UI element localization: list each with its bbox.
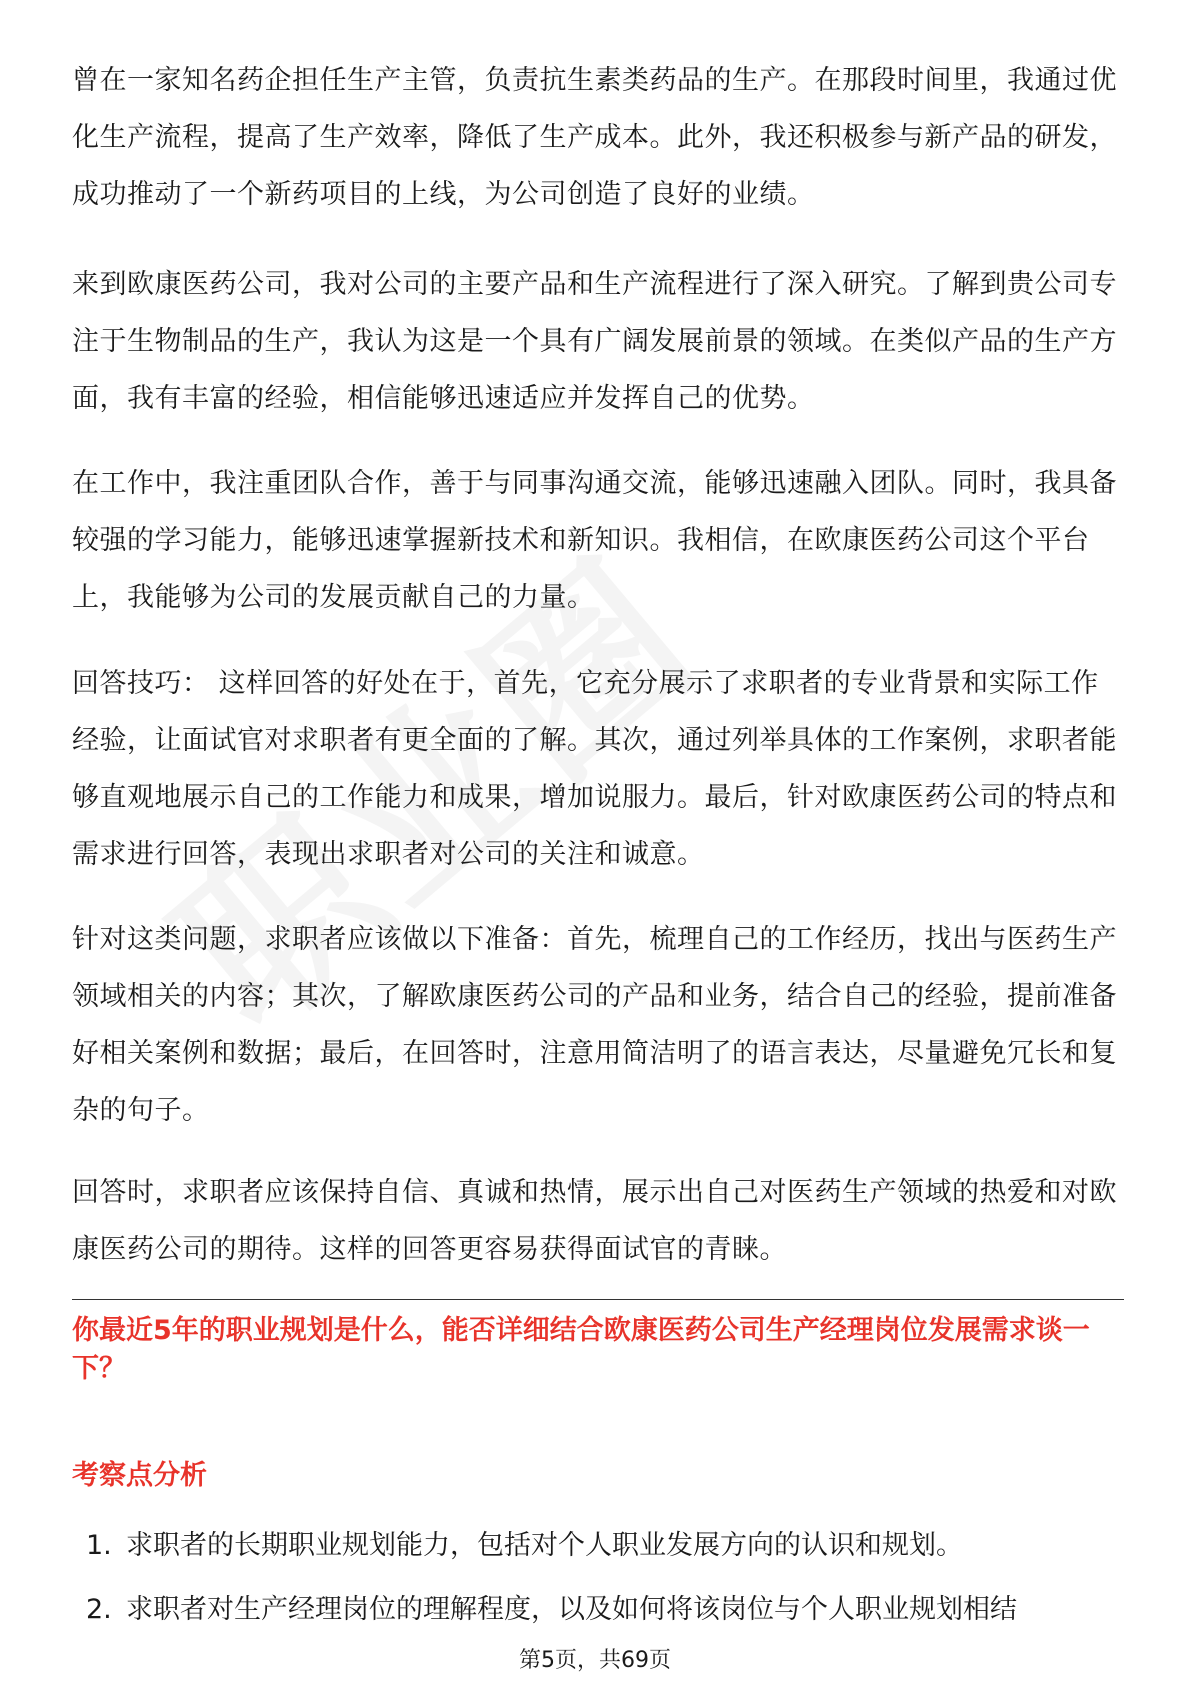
- section-divider: [72, 1299, 1124, 1300]
- page-number-footer: 第5页，共69页: [519, 1648, 671, 1673]
- list-item-number: 2.: [86, 1594, 112, 1625]
- preparation-paragraph: 针对这类问题，求职者应该做以下准备：首先，梳理自己的工作经历，找出与医药生产领域相关的内容；其次，了解欧康医药公司的产品和业务，结合自己的经验，提前准备好相关案例和数据；最后，在回答时，注意用简洁明了的语言表达，尽量避免冗长和复杂的句子。: [72, 924, 1117, 1126]
- answer-paragraph-3: 在工作中，我注重团队合作，善于与同事沟通交流，能够迅速融入团队。同时，我具备较强的学习能力，能够迅速掌握新技术和新知识。我相信，在欧康医药公司这个平台上，我能够为公司的发展贡献自己的力量。: [72, 468, 1117, 613]
- list-item-number: 1.: [86, 1530, 112, 1561]
- answer-paragraph-2: 来到欧康医药公司，我对公司的主要产品和生产流程进行了深入研究。了解到贵公司专注于生物制品的生产，我认为这是一个具有广阔发展前景的领域。在类似产品的生产方面，我有丰富的经验，相信能够迅速适应并发挥自己的优势。: [72, 269, 1117, 414]
- closing-paragraph: 回答时，求职者应该保持自信、真诚和热情，展示出自己对医药生产领域的热爱和对欧康医药公司的期待。这样的回答更容易获得面试官的青睐。: [72, 1177, 1117, 1265]
- interview-question: 你最近5年的职业规划是什么，能否详细结合欧康医药公司生产经理岗位发展需求谈一下？: [72, 1315, 1090, 1384]
- list-item: [72, 1591, 1122, 1629]
- list-item: [72, 1527, 1122, 1565]
- list-item-text: 求职者的长期职业规划能力，包括对个人职业发展方向的认识和规划。: [126, 1530, 963, 1561]
- answer-paragraph-1: 曾在一家知名药企担任生产主管，负责抗生素类药品的生产。在那段时间里，我通过优化生产流程，提高了生产效率，降低了生产成本。此外，我还积极参与新产品的研发，成功推动了一个新药项目的上线，为公司创造了良好的业绩。: [72, 65, 1117, 210]
- answer-tips-paragraph: 回答技巧： 这样回答的好处在于，首先，它充分展示了求职者的专业背景和实际工作经验，让面试官对求职者有更全面的了解。其次，通过列举具体的工作案例，求职者能够直观地展示自己的工作能力和成果，增加说服力。最后，针对欧康医药公司的特点和需求进行回答，表现出求职者对公司的关注和诚意。: [72, 668, 1117, 870]
- analysis-heading: 考察点分析: [72, 1460, 207, 1491]
- list-item-text: 求职者对生产经理岗位的理解程度，以及如何将该岗位与个人职业规划相结: [126, 1594, 1017, 1625]
- analysis-list: [72, 1527, 1122, 1655]
